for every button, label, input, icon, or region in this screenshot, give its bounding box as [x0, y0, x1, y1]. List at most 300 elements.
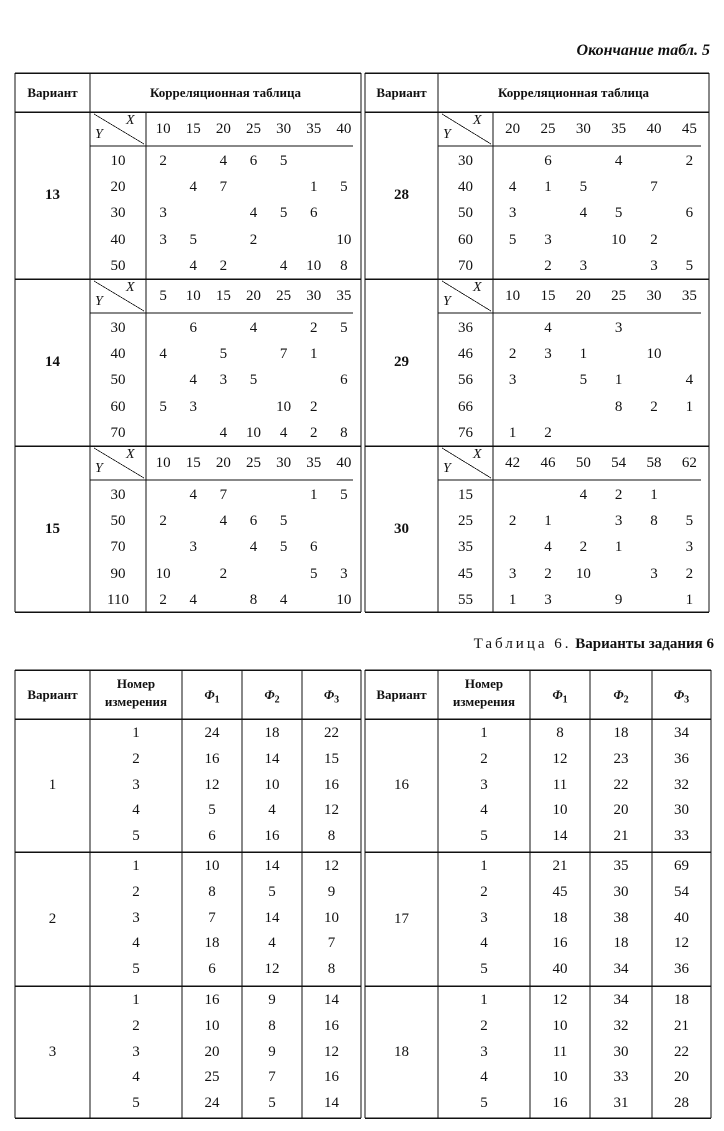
measure-number: 3 — [480, 909, 488, 926]
phi-subscript: 2 — [274, 694, 280, 706]
frequency-cell: 2 — [544, 565, 552, 582]
frequency-cell: 5 — [340, 179, 348, 196]
y-value: 70 — [458, 257, 473, 274]
measure-number: 2 — [132, 883, 140, 900]
phi-value: 8 — [268, 1017, 276, 1034]
phi-value: 16 — [552, 1095, 568, 1112]
frequency-cell: 3 — [159, 231, 167, 248]
x-value: 25 — [276, 288, 292, 304]
y-label: Y — [95, 127, 103, 142]
x-value: 62 — [681, 455, 697, 471]
variant-header: Вариант — [27, 687, 78, 702]
frequency-cell: 4 — [279, 591, 288, 608]
frequency-cell: 4 — [189, 487, 197, 503]
x-value: 25 — [611, 288, 627, 304]
x-value: 20 — [215, 455, 231, 471]
frequency-cell: 4 — [189, 179, 197, 196]
frequency-cell: 5 — [249, 372, 258, 389]
phi-symbol: Φ — [323, 687, 335, 702]
phi-value: 21 — [613, 828, 629, 845]
phi-value: 32 — [613, 1017, 629, 1034]
phi-header — [530, 670, 590, 719]
frequency-cell: 5 — [340, 320, 348, 336]
phi-value: 5 — [268, 1095, 276, 1112]
x-value: 45 — [681, 121, 697, 137]
measure-number: 2 — [132, 1017, 140, 1034]
frequency-cell: 2 — [310, 424, 318, 441]
y-value: 66 — [458, 398, 473, 415]
frequency-cell: 6 — [685, 205, 694, 222]
phi-value: 24 — [204, 725, 220, 741]
x-value: 58 — [646, 455, 662, 471]
frequency-cell: 5 — [279, 513, 288, 530]
phi-value: 14 — [324, 1095, 339, 1112]
phi-value: 30 — [613, 1043, 629, 1060]
x-value: 10 — [155, 121, 171, 137]
y-label: Y — [95, 294, 103, 309]
phi-value: 20 — [613, 802, 629, 819]
y-label: Y — [95, 461, 103, 476]
measure-header: Номер — [116, 676, 156, 691]
phi-value: 36 — [674, 750, 689, 767]
x-value: 40 — [336, 455, 352, 471]
phi-value: 12 — [204, 776, 220, 793]
table5-caption: Окончание табл. 5 — [576, 42, 710, 59]
x-value: 10 — [505, 288, 521, 304]
phi-value: 40 — [674, 909, 689, 926]
phi-value: 18 — [204, 935, 220, 952]
phi-value: 22 — [674, 1043, 689, 1060]
y-value: 50 — [110, 257, 126, 274]
frequency-cell: 3 — [685, 539, 694, 556]
y-value: 60 — [458, 231, 473, 248]
measure-number: 2 — [480, 1017, 488, 1034]
frequency-cell: 5 — [340, 487, 348, 503]
frequency-cell: 6 — [249, 513, 258, 530]
y-value: 30 — [110, 205, 126, 222]
frequency-cell: 4 — [614, 153, 623, 169]
frequency-cell: 2 — [249, 231, 258, 248]
frequency-cell: 10 — [155, 565, 171, 582]
y-label: Y — [443, 294, 451, 309]
frequency-cell: 9 — [614, 591, 623, 608]
variant-number: 2 — [48, 911, 57, 927]
y-value: 45 — [458, 565, 473, 582]
phi-value: 16 — [264, 828, 280, 845]
phi-subscript: 3 — [334, 694, 340, 706]
frequency-cell: 6 — [310, 539, 318, 556]
frequency-cell: 6 — [189, 320, 197, 336]
variant-header: Вариант — [376, 85, 427, 100]
phi-value: 33 — [674, 828, 689, 845]
phi-header — [302, 670, 361, 719]
y-value: 15 — [458, 487, 473, 503]
x-value: 15 — [185, 455, 201, 471]
corr-header: Корреляционная таблица — [497, 85, 650, 100]
x-value: 46 — [540, 455, 556, 471]
frequency-cell: 5 — [685, 257, 694, 274]
phi-value: 12 — [264, 961, 280, 978]
measure-number: 5 — [480, 961, 488, 978]
y-value: 30 — [110, 320, 126, 336]
frequency-cell: 6 — [249, 153, 258, 169]
frequency-cell: 4 — [219, 424, 228, 441]
y-value: 35 — [458, 539, 473, 556]
phi-symbol: Φ — [264, 687, 275, 702]
phi-value: 18 — [613, 725, 629, 741]
y-value: 110 — [107, 591, 129, 608]
frequency-cell: 1 — [614, 539, 623, 556]
frequency-cell: 2 — [650, 231, 658, 248]
frequency-cell: 2 — [685, 565, 694, 582]
frequency-cell: 1 — [685, 398, 694, 415]
frequency-cell: 3 — [650, 565, 658, 582]
phi-value: 32 — [674, 776, 689, 793]
y-value: 30 — [110, 487, 126, 503]
y-value: 70 — [110, 424, 126, 441]
phi-header — [652, 670, 711, 719]
variant-number: 18 — [394, 1044, 409, 1060]
phi-value: 6 — [208, 828, 216, 845]
y-value: 55 — [458, 591, 473, 608]
x-value: 35 — [336, 288, 352, 304]
x-value: 10 — [155, 455, 171, 471]
phi-header — [590, 670, 652, 719]
phi-value: 69 — [674, 858, 689, 874]
measure-number: 2 — [132, 750, 140, 767]
table6-caption-title: Варианты задания 6 — [575, 636, 714, 652]
y-value: 30 — [458, 153, 473, 169]
frequency-cell: 7 — [650, 179, 658, 196]
x-value: 30 — [276, 121, 292, 137]
phi-value: 34 — [613, 992, 629, 1008]
frequency-cell: 4 — [189, 372, 197, 389]
y-value: 76 — [458, 424, 473, 441]
frequency-cell: 3 — [508, 205, 517, 222]
y-label: Y — [443, 127, 451, 142]
x-value: 30 — [646, 288, 662, 304]
phi-value: 20 — [204, 1043, 220, 1060]
x-value: 15 — [540, 288, 556, 304]
phi-value: 14 — [264, 909, 280, 926]
frequency-cell: 4 — [579, 487, 588, 503]
phi-value: 20 — [674, 1069, 689, 1086]
phi-value: 14 — [552, 828, 568, 845]
frequency-cell: 3 — [508, 565, 517, 582]
x-value: 10 — [185, 288, 201, 304]
phi-value: 10 — [204, 858, 220, 874]
phi-value: 25 — [204, 1069, 220, 1086]
phi-value: 8 — [556, 725, 564, 741]
phi-value: 16 — [204, 750, 220, 767]
x-label: X — [473, 280, 482, 295]
measure-number: 4 — [132, 1069, 140, 1086]
frequency-cell: 2 — [544, 424, 552, 441]
x-value: 30 — [276, 455, 292, 471]
x-label: X — [473, 113, 482, 128]
phi-symbol: Φ — [613, 687, 624, 702]
frequency-cell: 2 — [159, 591, 167, 608]
frequency-cell: 1 — [508, 591, 517, 608]
frequency-cell: 2 — [650, 398, 658, 415]
phi-value: 14 — [264, 858, 280, 874]
frequency-cell: 3 — [614, 513, 623, 530]
variant-header: Вариант — [27, 85, 78, 100]
x-value: 20 — [575, 288, 591, 304]
frequency-cell: 3 — [614, 320, 623, 336]
phi-value: 11 — [552, 1043, 568, 1060]
frequency-cell: 3 — [650, 257, 658, 274]
phi-value: 9 — [327, 883, 336, 900]
measure-number: 4 — [480, 802, 488, 819]
phi-value: 12 — [324, 1043, 339, 1060]
phi-value: 15 — [324, 750, 339, 767]
phi-value: 10 — [264, 776, 280, 793]
measure-header: измерения — [104, 694, 168, 709]
measure-number: 5 — [132, 1095, 140, 1112]
frequency-cell: 4 — [544, 320, 552, 336]
x-value: 20 — [505, 121, 521, 137]
measure-number: 3 — [480, 1043, 488, 1060]
phi-value: 7 — [327, 935, 336, 952]
y-value: 50 — [110, 372, 126, 389]
frequency-cell: 1 — [650, 487, 658, 503]
frequency-cell: 5 — [219, 346, 228, 363]
phi-value: 12 — [552, 750, 568, 767]
variant-number: 30 — [394, 521, 409, 537]
phi-value: 21 — [552, 858, 568, 874]
frequency-cell: 1 — [544, 513, 552, 530]
measure-header: Номер — [464, 676, 504, 691]
corr-header: Корреляционная таблица — [149, 85, 302, 100]
phi-subscript: 3 — [684, 694, 690, 706]
measure-number: 2 — [480, 883, 488, 900]
frequency-cell: 3 — [579, 257, 588, 274]
frequency-cell: 8 — [650, 513, 658, 530]
measure-number: 5 — [480, 1095, 488, 1112]
frequency-cell: 6 — [544, 153, 552, 169]
frequency-cell: 3 — [508, 372, 517, 389]
phi-value: 36 — [674, 961, 689, 978]
measure-number: 3 — [480, 776, 488, 793]
frequency-cell: 1 — [508, 424, 517, 441]
variant-number: 13 — [45, 187, 60, 203]
frequency-cell: 2 — [614, 487, 623, 503]
x-value: 20 — [215, 121, 231, 137]
frequency-cell: 3 — [159, 205, 167, 222]
x-value: 40 — [646, 121, 662, 137]
table6-caption — [474, 636, 714, 653]
frequency-cell: 3 — [544, 591, 552, 608]
phi-value: 16 — [324, 1069, 339, 1086]
x-value: 25 — [245, 455, 261, 471]
y-value: 40 — [458, 179, 473, 196]
x-value: 15 — [215, 288, 231, 304]
frequency-cell: 5 — [279, 539, 288, 556]
phi-value: 16 — [204, 992, 220, 1008]
frequency-cell: 2 — [219, 565, 228, 582]
phi-value: 45 — [552, 883, 568, 900]
phi-value: 10 — [204, 1017, 220, 1034]
frequency-cell: 3 — [219, 372, 228, 389]
frequency-cell: 10 — [646, 346, 662, 363]
x-label: X — [473, 447, 482, 462]
y-value: 90 — [110, 565, 126, 582]
x-value: 54 — [611, 455, 627, 471]
frequency-cell: 8 — [340, 257, 348, 274]
frequency-cell: 5 — [159, 398, 167, 415]
phi-value: 18 — [613, 935, 629, 952]
frequency-cell: 5 — [310, 565, 318, 582]
x-label: X — [126, 447, 135, 462]
phi-value: 16 — [324, 1017, 339, 1034]
frequency-cell: 10 — [575, 565, 591, 582]
phi-value: 5 — [208, 802, 216, 819]
variant-number: 28 — [394, 187, 409, 203]
measure-number: 2 — [480, 750, 488, 767]
phi-value: 10 — [324, 909, 339, 926]
phi-symbol: Φ — [552, 687, 563, 702]
phi-value: 31 — [613, 1095, 629, 1112]
phi-header — [242, 670, 302, 719]
phi-value: 7 — [268, 1069, 276, 1086]
measure-number: 1 — [132, 725, 140, 741]
frequency-cell: 10 — [245, 424, 261, 441]
x-value: 35 — [306, 121, 322, 137]
frequency-cell: 7 — [219, 487, 228, 503]
frequency-cell: 10 — [336, 591, 352, 608]
phi-value: 16 — [324, 776, 339, 793]
phi-value: 12 — [674, 935, 689, 952]
y-value: 50 — [458, 205, 473, 222]
frequency-cell: 7 — [219, 179, 228, 196]
phi-value: 18 — [264, 725, 280, 741]
table6-caption-prefix: Таблица 6. — [473, 636, 572, 652]
frequency-cell: 4 — [508, 179, 517, 196]
measure-number: 4 — [480, 1069, 488, 1086]
phi-subscript: 1 — [214, 694, 220, 706]
x-value: 50 — [575, 455, 591, 471]
variant-header: Вариант — [376, 687, 427, 702]
frequency-cell: 5 — [579, 372, 588, 389]
frequency-cell: 8 — [614, 398, 623, 415]
phi-value: 40 — [552, 961, 568, 978]
phi-value: 8 — [208, 883, 216, 900]
measure-number: 3 — [132, 909, 140, 926]
frequency-cell: 1 — [310, 346, 318, 363]
x-value: 42 — [505, 455, 521, 471]
phi-value: 22 — [324, 725, 339, 741]
frequency-cell: 5 — [279, 153, 288, 169]
phi-value: 54 — [674, 883, 689, 900]
phi-value: 8 — [327, 961, 336, 978]
phi-value: 10 — [552, 802, 568, 819]
phi-value: 18 — [674, 992, 689, 1008]
frequency-cell: 4 — [579, 205, 588, 222]
phi-subscript: 2 — [623, 694, 629, 706]
variant-number: 17 — [394, 911, 409, 927]
phi-value: 30 — [613, 883, 629, 900]
frequency-cell: 4 — [544, 539, 552, 556]
frequency-cell: 5 — [685, 513, 694, 530]
frequency-cell: 5 — [508, 231, 517, 248]
phi-value: 38 — [613, 909, 629, 926]
x-value: 20 — [245, 288, 261, 304]
frequency-cell: 10 — [611, 231, 627, 248]
phi-symbol: Φ — [204, 687, 215, 702]
x-value: 35 — [306, 455, 322, 471]
x-value: 15 — [185, 121, 201, 137]
phi-value: 8 — [327, 828, 336, 845]
phi-value: 30 — [674, 802, 689, 819]
frequency-cell: 5 — [614, 205, 623, 222]
x-value: 25 — [540, 121, 556, 137]
frequency-cell: 3 — [544, 346, 552, 363]
frequency-cell: 2 — [508, 346, 517, 363]
phi-value: 21 — [674, 1017, 689, 1034]
frequency-cell: 4 — [159, 346, 167, 363]
frequency-cell: 3 — [189, 398, 197, 415]
measure-number: 4 — [132, 802, 140, 819]
x-value: 5 — [159, 288, 167, 304]
frequency-cell: 5 — [279, 205, 288, 222]
variant-number: 1 — [48, 777, 57, 793]
x-value: 35 — [681, 288, 697, 304]
phi-value: 24 — [204, 1095, 220, 1112]
frequency-cell: 2 — [508, 513, 517, 530]
y-value: 50 — [110, 513, 126, 530]
variant-number: 14 — [45, 354, 60, 370]
frequency-cell: 8 — [340, 424, 348, 441]
phi-value: 35 — [613, 858, 629, 874]
measure-number: 1 — [480, 858, 488, 874]
measure-number: 1 — [132, 992, 140, 1008]
frequency-cell: 4 — [685, 372, 694, 389]
measure-number: 3 — [132, 1043, 140, 1060]
y-value: 36 — [458, 320, 473, 336]
frequency-cell: 10 — [336, 231, 352, 248]
y-value: 10 — [110, 153, 126, 169]
frequency-cell: 4 — [219, 513, 228, 530]
frequency-cell: 4 — [249, 320, 258, 336]
frequency-cell: 1 — [614, 372, 623, 389]
frequency-cell: 4 — [249, 205, 258, 222]
measure-header: измерения — [452, 694, 516, 709]
frequency-cell: 3 — [189, 539, 197, 556]
x-value: 30 — [575, 121, 591, 137]
frequency-cell: 2 — [579, 539, 588, 556]
phi-value: 34 — [674, 725, 689, 741]
measure-number: 5 — [132, 828, 140, 845]
phi-value: 5 — [268, 883, 276, 900]
phi-value: 28 — [674, 1095, 689, 1112]
frequency-cell: 4 — [279, 257, 288, 274]
y-value: 60 — [110, 398, 126, 415]
frequency-cell: 5 — [189, 231, 197, 248]
frequency-cell: 2 — [219, 257, 228, 274]
phi-value: 33 — [613, 1069, 629, 1086]
phi-value: 23 — [613, 750, 629, 767]
frequency-cell: 2 — [544, 257, 552, 274]
measure-number: 5 — [480, 828, 488, 845]
phi-value: 10 — [552, 1017, 568, 1034]
frequency-cell: 4 — [189, 591, 197, 608]
y-value: 46 — [458, 346, 473, 363]
phi-value: 12 — [324, 802, 339, 819]
measure-number: 5 — [132, 961, 140, 978]
frequency-cell: 7 — [279, 346, 288, 363]
y-value: 40 — [110, 346, 126, 363]
